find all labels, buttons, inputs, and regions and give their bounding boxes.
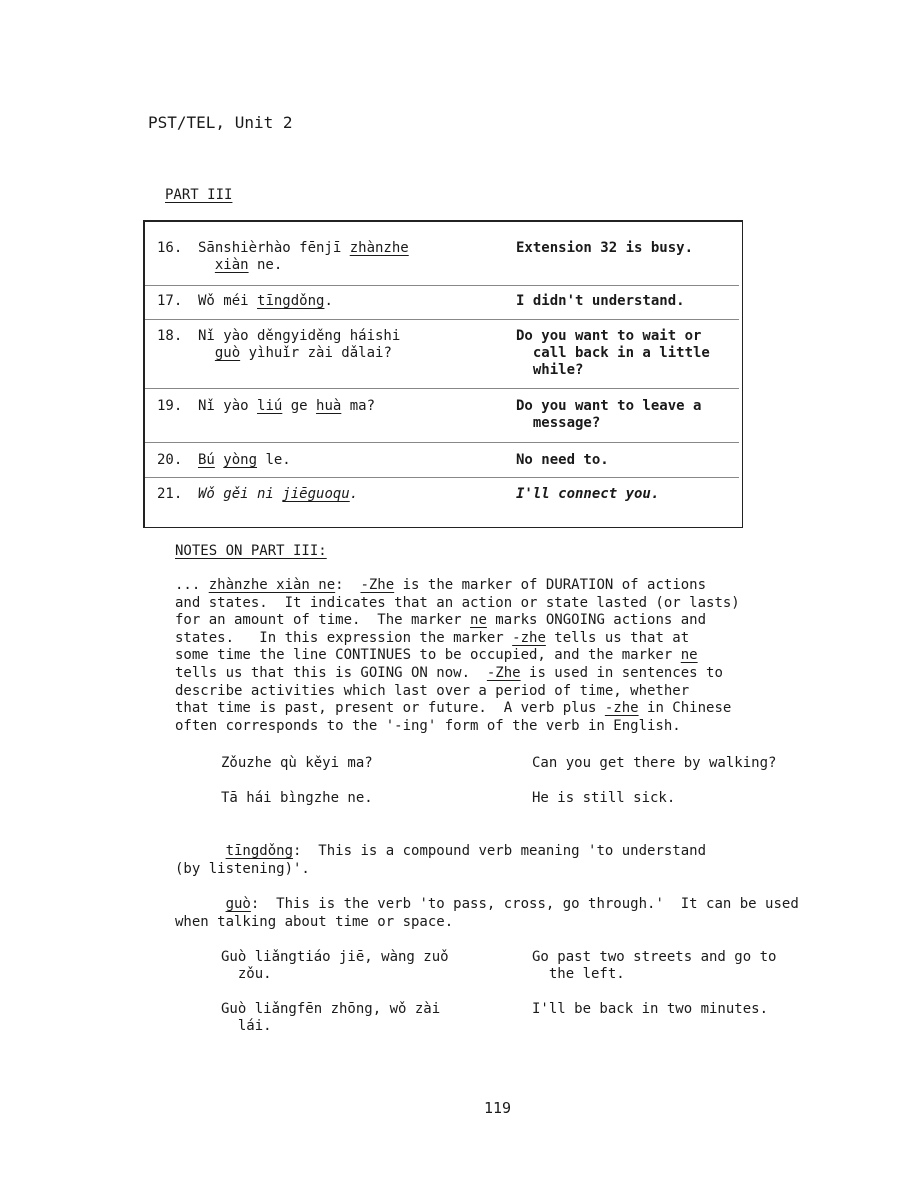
dialog-english: I didn't understand. bbox=[516, 293, 685, 309]
row-number: 16. bbox=[157, 240, 183, 256]
row-separator bbox=[145, 319, 739, 320]
dialog-english: Do you want to leave a message? bbox=[516, 398, 702, 431]
dialog-chinese: Nǐ yào liú ge huà ma? bbox=[198, 398, 376, 414]
notes-tingdong-paragraph: tīngdǒng: This is a compound verb meaning 'to understand (by listening)'. bbox=[175, 843, 707, 877]
example-english: Can you get there by walking? bbox=[532, 755, 777, 771]
dialog-chinese: Wǒ méi tīngdǒng. bbox=[198, 293, 333, 309]
dialog-english: No need to. bbox=[516, 452, 609, 468]
row-separator bbox=[145, 442, 739, 443]
example-chinese: Zǒuzhe qù kěyi ma? bbox=[221, 755, 373, 771]
notes-guo-paragraph: guò: This is the verb 'to pass, cross, go through.' It can be used when talking about time or space. bbox=[175, 896, 799, 930]
row-separator bbox=[145, 285, 739, 286]
example-chinese: Guò liǎngtiáo jiē, wàng zuǒ zǒu. bbox=[221, 949, 449, 982]
dialog-chinese: Wǒ gěi ni jiēguoqu. bbox=[198, 486, 359, 502]
example-english: He is still sick. bbox=[532, 790, 676, 806]
row-number: 18. bbox=[157, 328, 183, 344]
dialog-english: Extension 32 is busy. bbox=[516, 240, 694, 256]
part-title: PART III bbox=[165, 187, 233, 203]
dialog-english: Do you want to wait or call back in a little while? bbox=[516, 328, 710, 378]
example-chinese: Guò liǎngfēn zhōng, wǒ zài lái. bbox=[221, 1001, 441, 1034]
example-chinese: Tā hái bìngzhe ne. bbox=[221, 790, 373, 806]
dialog-chinese: Bú yòng le. bbox=[198, 452, 291, 468]
row-number: 20. bbox=[157, 452, 183, 468]
row-separator bbox=[145, 388, 739, 389]
dialog-chinese: Nǐ yào děngyiděng háishi guò yìhuǐr zài dǎlai? bbox=[198, 328, 401, 361]
row-number: 17. bbox=[157, 293, 183, 309]
example-english: I'll be back in two minutes. bbox=[532, 1001, 769, 1017]
example-english: Go past two streets and go to the left. bbox=[532, 949, 777, 982]
row-number: 21. bbox=[157, 486, 183, 502]
dialog-english: I'll connect you. bbox=[516, 486, 660, 502]
page-number: 119 bbox=[484, 1099, 512, 1117]
notes-zhe-paragraph: ... zhànzhe xiàn ne: -Zhe is the marker of DURATION of actions and states. It indicates that an action or state lasted (or lasts) for an amount of time. The marker ne marks ONGOING actions and states. In this expression the marker -zhe tells us that at some time the line CONTINUES to be occupied, and the marker ne tells us that this is GOING ON now. -Zhe is used in sentences to describe activities which last over a period of time, whether that time is past, present or future. A verb plus -zhe in Chinese often corresponds to the '-ing' form of the verb in English. bbox=[175, 577, 740, 734]
page-header: PST/TEL, Unit 2 bbox=[148, 113, 293, 132]
dialog-chinese: Sānshièrhào fēnjī zhànzhe xiàn ne. bbox=[198, 240, 409, 273]
notes-title: NOTES ON PART III: bbox=[175, 543, 327, 559]
row-number: 19. bbox=[157, 398, 183, 414]
row-separator bbox=[145, 477, 739, 478]
